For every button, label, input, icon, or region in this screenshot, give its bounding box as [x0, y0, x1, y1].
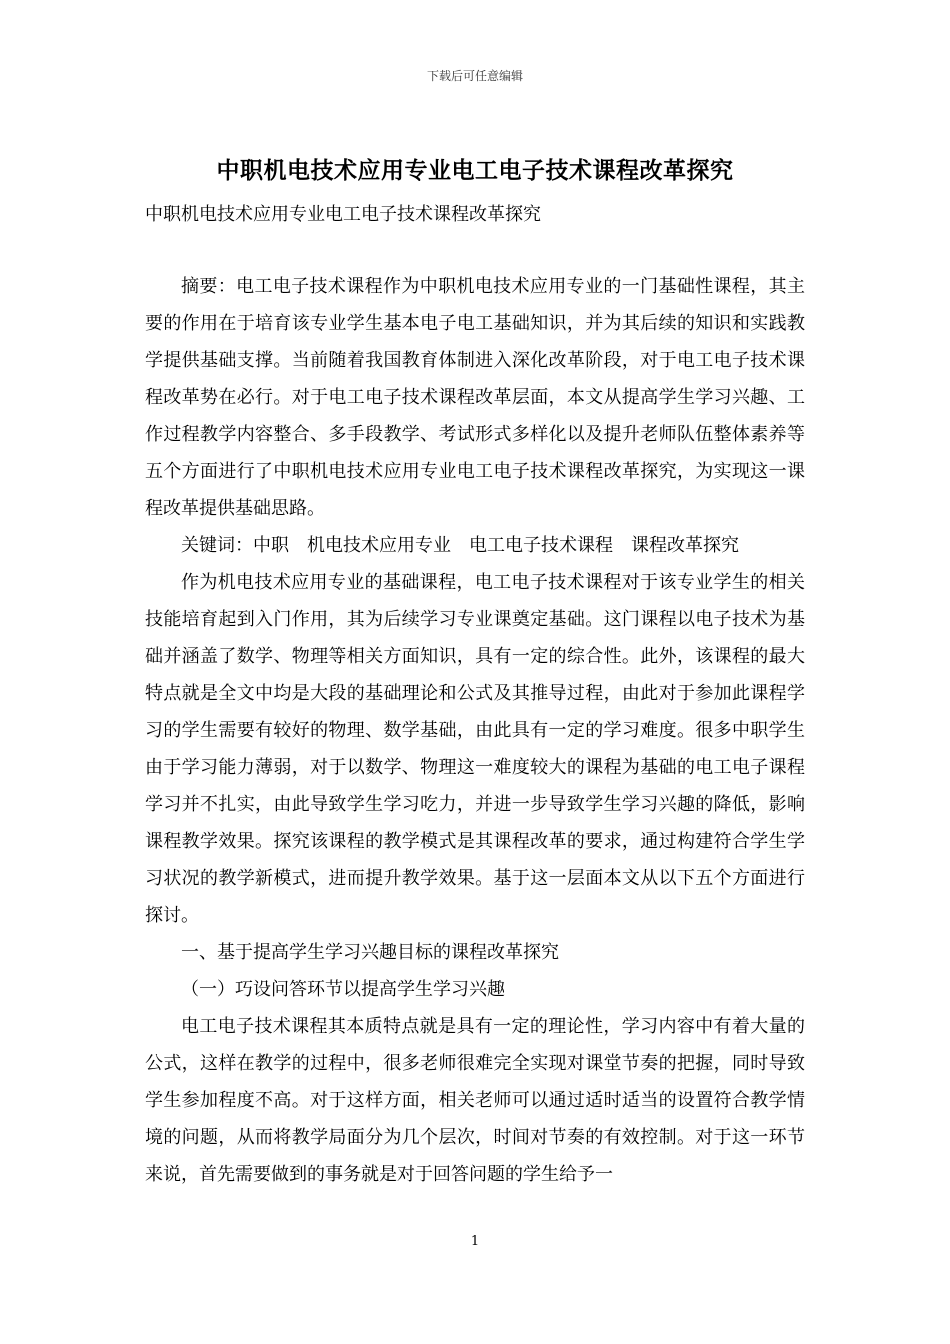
document-subtitle: 中职机电技术应用专业电工电子技术课程改革探究: [145, 204, 541, 225]
document-title: 中职机电技术应用专业电工电子技术课程改革探究: [216, 157, 734, 184]
abstract-paragraph: 摘要：电工电子技术课程作为中职机电技术应用专业的一门基础性课程，其主要的作用在于培育该专业学生基本电子电工基础知识，并为其后续的知识和实践教学提供基础支撑。当前随着我国教育体制进入深化改革阶段，对于电工电子技术课程改革势在必行。对于电工电子技术课程改革层面，本文从提高学生学习兴趣、工作过程教学内容整合、多手段教学、考试形式多样化以及提升老师队伍整体素养等五个方面进行了中职机电技术应用专业电工电子技术课程改革探究，为实现这一课程改革提供基础思路。: [145, 276, 805, 519]
page-number: 1: [470, 1234, 480, 1249]
section-heading: 一、基于提高学生学习兴趣目标的课程改革探究: [181, 942, 559, 963]
keywords-paragraph: 关键词：中职 机电技术应用专业 电工电子技术课程 课程改革探究: [181, 535, 739, 556]
intro-paragraph: 作为机电技术应用专业的基础课程，电工电子技术课程对于该专业学生的相关技能培育起到入门作用，其为后续学习专业课奠定基础。这门课程以电子技术为基础并涵盖了数学、物理等相关方面知识，具有一定的综合性。此外，该课程的最大特点就是全文中均是大段的基础理论和公式及其推导过程，由此对于参加此课程学习的学生需要有较好的物理、数学基础，由此具有一定的学习难度。很多中职学生由于学习能力薄弱，对于以数学、物理这一难度较大的课程为基础的电工电子课程学习并不扎实，由此导致学生学习吃力，并进一步导致学生学习兴趣的降低，影响课程教学效果。探究该课程的教学模式是其课程改革的要求，通过构建符合学生学习状况的教学新模式，进而提升教学效果。基于这一层面本文从以下五个方面进行探讨。: [145, 572, 805, 926]
body-paragraph: 电工电子技术课程其本质特点就是具有一定的理论性，学习内容中有着大量的公式，这样在教学的过程中，很多老师很难完全实现对课堂节奏的把握，同时导致学生参加程度不高。对于这样方面，相关老师可以通过适时适当的设置符合教学情境的问题，从而将教学局面分为几个层次，时间对节奏的有效控制。对于这一环节来说，首先需要做到的事务就是对于回答问题的学生给予一: [145, 1016, 805, 1185]
subsection-heading: （一）巧设问答环节以提高学生学习兴趣: [181, 979, 505, 1000]
document-body: [145, 268, 805, 1193]
header-note: 下载后可任意编辑: [426, 69, 523, 83]
